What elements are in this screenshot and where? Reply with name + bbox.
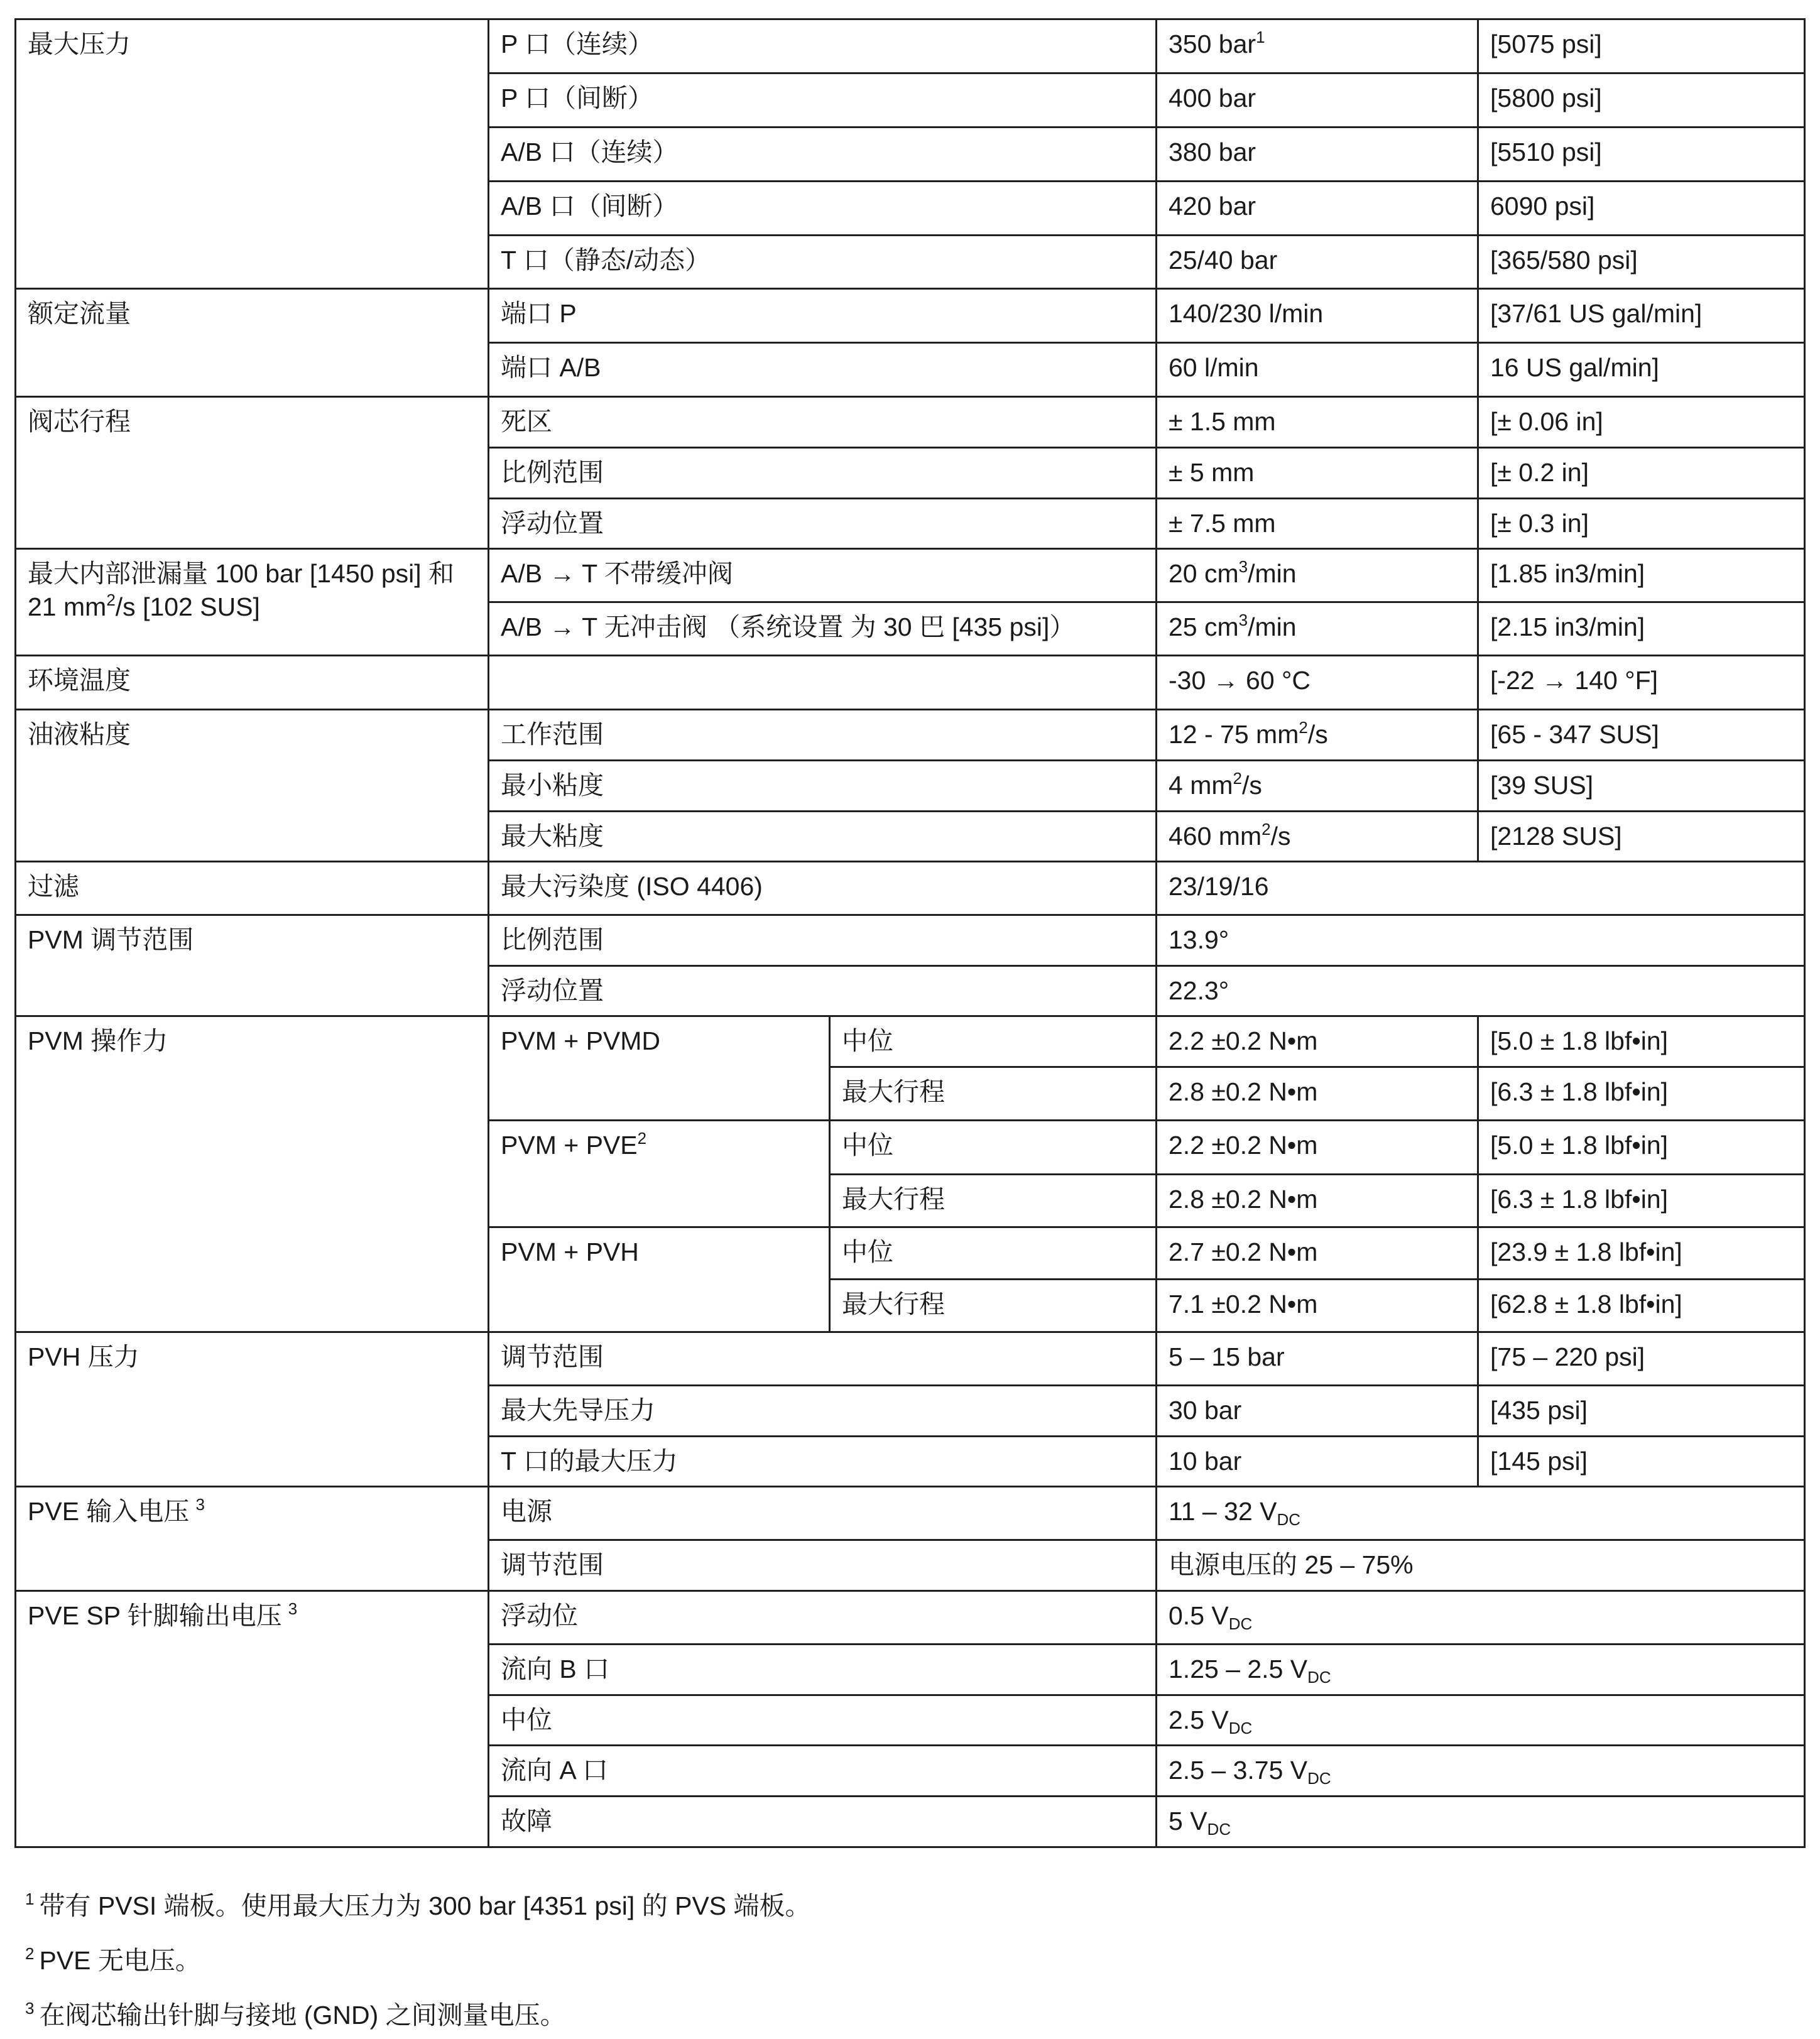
table-cell bbox=[16, 656, 489, 710]
table-cell bbox=[489, 1591, 1157, 1645]
table-cell bbox=[1157, 343, 1478, 397]
table-cell bbox=[1157, 1746, 1805, 1797]
table-cell bbox=[489, 448, 1157, 499]
cell-line bbox=[28, 590, 476, 624]
cell-text: [65 - 347 SUS] bbox=[1490, 720, 1659, 749]
table-cell bbox=[1157, 1280, 1478, 1332]
cell-text: [5075 psi] bbox=[1490, 30, 1602, 58]
table-cell bbox=[489, 1016, 830, 1121]
cell-text: 16 US gal/min] bbox=[1490, 353, 1659, 382]
table-cell bbox=[1157, 1695, 1805, 1746]
table-cell bbox=[1157, 397, 1478, 448]
footnote bbox=[25, 1930, 811, 1984]
cell-text: PVH 压力 bbox=[28, 1342, 139, 1371]
table-cell bbox=[489, 710, 1157, 761]
table-cell bbox=[489, 289, 1157, 343]
table-cell bbox=[1478, 73, 1805, 128]
table-cell bbox=[1157, 289, 1478, 343]
table-row bbox=[16, 1332, 1805, 1386]
cell-text: [62.8 ± 1.8 lbf•in] bbox=[1490, 1290, 1682, 1319]
table-cell bbox=[489, 915, 1157, 966]
table-cell bbox=[1157, 1332, 1478, 1386]
table-cell bbox=[489, 182, 1157, 236]
cell-text: A/B 口（连续） bbox=[501, 138, 678, 166]
table-cell bbox=[489, 812, 1157, 862]
footnote-mark: 3 bbox=[25, 1999, 35, 2018]
cell-text: 阀芯行程 bbox=[28, 407, 131, 436]
cell-text: 10 bar bbox=[1169, 1447, 1242, 1476]
cell-text: 调节范围 bbox=[501, 1342, 604, 1371]
cell-text: 最大行程 bbox=[842, 1077, 945, 1106]
table-cell bbox=[489, 656, 1157, 710]
cell-text: 中位 bbox=[501, 1705, 552, 1734]
cell-text: [2128 SUS] bbox=[1490, 822, 1622, 851]
cell-text: PVE SP 针脚输出电压 bbox=[28, 1601, 282, 1630]
superscript: 2 bbox=[1299, 718, 1308, 737]
table-cell bbox=[489, 397, 1157, 448]
cell-text: 25/40 bar bbox=[1169, 246, 1278, 275]
cell-text: 最大污染度 (ISO 4406) bbox=[501, 872, 763, 901]
cell-text: 工作范围 bbox=[501, 720, 604, 749]
footnotes bbox=[25, 1875, 811, 2039]
table-row bbox=[16, 1487, 1805, 1540]
subscript: DC bbox=[1307, 1769, 1331, 1788]
cell-text: /s [102 SUS] bbox=[115, 592, 260, 622]
cell-text: [5.0 ± 1.8 lbf•in] bbox=[1490, 1131, 1669, 1160]
table-cell bbox=[489, 761, 1157, 812]
table-cell bbox=[1478, 1175, 1805, 1227]
table-cell bbox=[1157, 549, 1478, 602]
table-cell bbox=[1157, 761, 1478, 812]
table-cell bbox=[489, 128, 1157, 182]
table-cell bbox=[16, 710, 489, 862]
table-cell bbox=[489, 1695, 1157, 1746]
cell-text: 6090 psi] bbox=[1490, 192, 1595, 220]
table-cell bbox=[1478, 549, 1805, 602]
table-cell bbox=[1157, 1386, 1478, 1437]
table-cell bbox=[1478, 710, 1805, 761]
cell-text: [± 0.06 in] bbox=[1490, 407, 1603, 436]
cell-text: 60 l/min bbox=[1169, 353, 1259, 382]
table-cell bbox=[1157, 1121, 1478, 1175]
cell-text: 30 bar bbox=[1169, 1396, 1242, 1425]
cell-text: 油液粘度 bbox=[28, 720, 131, 749]
table-row bbox=[16, 915, 1805, 966]
table-cell bbox=[1478, 1227, 1805, 1280]
cell-text: 2.2 ±0.2 N•m bbox=[1169, 1026, 1318, 1055]
table-cell bbox=[1157, 602, 1478, 656]
table-cell bbox=[830, 1121, 1157, 1175]
footnote-text: 在阀芯输出针脚与接地 (GND) 之间测量电压。 bbox=[39, 2001, 566, 2030]
table-row bbox=[16, 656, 1805, 710]
cell-text: 140/230 l/min bbox=[1169, 299, 1324, 328]
cell-text: [5800 psi] bbox=[1490, 84, 1602, 112]
cell-text: /min bbox=[1248, 559, 1297, 588]
cell-text: [-22 → 140 °F] bbox=[1490, 666, 1659, 695]
cell-text: 最大粘度 bbox=[501, 822, 604, 851]
cell-text: 中位 bbox=[842, 1026, 893, 1055]
table-cell bbox=[16, 289, 489, 397]
cell-text: [39 SUS] bbox=[1490, 771, 1594, 800]
cell-text: 调节范围 bbox=[501, 1550, 604, 1579]
cell-text: 最大行程 bbox=[842, 1290, 945, 1319]
cell-text: [± 0.3 in] bbox=[1490, 509, 1589, 538]
table-cell bbox=[1157, 1645, 1805, 1695]
cell-text: [5.0 ± 1.8 lbf•in] bbox=[1490, 1026, 1669, 1055]
table-cell bbox=[489, 1540, 1157, 1591]
superscript: 2 bbox=[637, 1129, 647, 1148]
table-cell bbox=[489, 1121, 830, 1227]
table-cell bbox=[16, 1016, 489, 1332]
cell-text: A/B → T 无冲击阀 （系统设置 为 30 巴 [435 psi]） bbox=[501, 612, 1076, 641]
cell-text: [435 psi] bbox=[1490, 1396, 1588, 1425]
cell-text: 浮动位置 bbox=[501, 509, 604, 538]
cell-text: 死区 bbox=[501, 407, 552, 436]
cell-text: P 口（间断） bbox=[501, 84, 653, 112]
table-cell bbox=[1478, 499, 1805, 549]
table-cell bbox=[1157, 862, 1805, 915]
cell-text: [37/61 US gal/min] bbox=[1490, 299, 1703, 328]
cell-text: PVM + PVH bbox=[501, 1237, 639, 1266]
specification-table bbox=[14, 18, 1806, 1848]
table-cell bbox=[489, 1386, 1157, 1437]
table-row bbox=[16, 549, 1805, 602]
table-cell bbox=[1157, 1540, 1805, 1591]
table-cell bbox=[489, 1332, 1157, 1386]
cell-text: 额定流量 bbox=[28, 299, 131, 328]
table-cell bbox=[489, 1487, 1157, 1540]
superscript: 1 bbox=[1256, 28, 1265, 46]
table-cell bbox=[489, 499, 1157, 549]
superscript: 3 bbox=[195, 1495, 205, 1514]
table-cell bbox=[16, 1332, 489, 1487]
footnote-text: 带有 PVSI 端板。使用最大压力为 300 bar [4351 psi] 的 PVS 端板。 bbox=[39, 1891, 811, 1920]
footnote bbox=[25, 1984, 811, 2039]
table-cell bbox=[1478, 182, 1805, 236]
cell-text: 2.5 – 3.75 V bbox=[1169, 1756, 1308, 1785]
table-cell bbox=[1478, 343, 1805, 397]
cell-text: 2.2 ±0.2 N•m bbox=[1169, 1131, 1318, 1160]
superscript: 3 bbox=[288, 1599, 298, 1618]
cell-text: 4 mm bbox=[1169, 771, 1233, 800]
cell-text: 最大先导压力 bbox=[501, 1396, 655, 1425]
table-cell bbox=[16, 19, 489, 289]
cell-text: 2.8 ±0.2 N•m bbox=[1169, 1077, 1318, 1106]
cell-text: ± 1.5 mm bbox=[1169, 407, 1276, 436]
cell-text: PVM 调节范围 bbox=[28, 925, 194, 954]
footnote bbox=[25, 1875, 811, 1930]
table-row bbox=[16, 710, 1805, 761]
table-cell bbox=[16, 915, 489, 1016]
cell-text: 浮动位置 bbox=[501, 976, 604, 1005]
superscript: 2 bbox=[1261, 820, 1271, 839]
table-cell bbox=[489, 1645, 1157, 1695]
cell-text: 过滤 bbox=[28, 872, 79, 901]
cell-text: 20 cm bbox=[1169, 559, 1239, 588]
table-cell bbox=[489, 1797, 1157, 1847]
cell-text: [± 0.2 in] bbox=[1490, 458, 1589, 487]
table-cell bbox=[1157, 1227, 1478, 1280]
subscript: DC bbox=[1307, 1668, 1331, 1687]
table-cell bbox=[16, 1591, 489, 1847]
table-cell bbox=[1478, 19, 1805, 73]
superscript: 2 bbox=[106, 590, 116, 610]
cell-text: 流向 B 口 bbox=[501, 1655, 610, 1683]
cell-text: [145 psi] bbox=[1490, 1447, 1588, 1476]
cell-text: 最大行程 bbox=[842, 1185, 945, 1214]
table-row bbox=[16, 862, 1805, 915]
table-row bbox=[16, 289, 1805, 343]
table-cell bbox=[1478, 448, 1805, 499]
table-cell bbox=[1157, 1797, 1805, 1847]
cell-text: [1.85 in3/min] bbox=[1490, 559, 1645, 588]
table-row bbox=[16, 1016, 1805, 1067]
cell-text: 21 mm bbox=[28, 592, 107, 622]
table-cell bbox=[1478, 1121, 1805, 1175]
table-cell bbox=[16, 1487, 489, 1591]
table-cell bbox=[489, 602, 1157, 656]
table-cell bbox=[1157, 236, 1478, 289]
cell-text: 最大内部泄漏量 100 bar [1450 psi] 和 bbox=[28, 559, 455, 588]
cell-text: 7.1 ±0.2 N•m bbox=[1169, 1290, 1318, 1319]
cell-text: [365/580 psi] bbox=[1490, 246, 1638, 275]
cell-text: A/B → T 不带缓冲阀 bbox=[501, 559, 733, 588]
cell-text: 端口 P bbox=[501, 299, 577, 328]
superscript: 2 bbox=[1233, 769, 1242, 788]
cell-text: P 口（连续） bbox=[501, 30, 653, 58]
table-cell bbox=[830, 1067, 1157, 1121]
cell-text: T 口（静态/动态） bbox=[501, 246, 711, 275]
cell-text: [6.3 ± 1.8 lbf•in] bbox=[1490, 1185, 1669, 1214]
table-cell bbox=[489, 73, 1157, 128]
cell-text: 电源 bbox=[501, 1497, 552, 1526]
table-cell bbox=[1157, 1487, 1805, 1540]
table-cell bbox=[489, 966, 1157, 1016]
table-cell bbox=[1157, 1016, 1478, 1067]
table-cell bbox=[1157, 1437, 1478, 1487]
table-cell bbox=[489, 1437, 1157, 1487]
cell-text: 5 – 15 bar bbox=[1169, 1342, 1285, 1371]
table-cell bbox=[1478, 1067, 1805, 1121]
cell-text: [6.3 ± 1.8 lbf•in] bbox=[1490, 1077, 1669, 1106]
cell-text: 比例范围 bbox=[501, 925, 604, 954]
table-cell bbox=[489, 862, 1157, 915]
cell-text: -30 → 60 °C bbox=[1169, 666, 1311, 695]
cell-text: 中位 bbox=[842, 1237, 893, 1266]
table-cell bbox=[1478, 761, 1805, 812]
cell-text: T 口的最大压力 bbox=[501, 1447, 678, 1476]
table-cell bbox=[489, 236, 1157, 289]
subscript: DC bbox=[1207, 1820, 1231, 1839]
footnote-mark: 1 bbox=[25, 1889, 35, 1908]
table-row bbox=[16, 397, 1805, 448]
cell-text: 11 – 32 V bbox=[1169, 1497, 1277, 1526]
table-cell bbox=[16, 397, 489, 549]
table-cell bbox=[1157, 1175, 1478, 1227]
table-cell bbox=[489, 549, 1157, 602]
table-cell bbox=[1157, 812, 1478, 862]
cell-text: 环境温度 bbox=[28, 666, 131, 695]
table-cell bbox=[1478, 602, 1805, 656]
cell-text: 1.25 – 2.5 V bbox=[1169, 1655, 1308, 1683]
cell-text: 2.8 ±0.2 N•m bbox=[1169, 1185, 1318, 1214]
superscript: 3 bbox=[1238, 557, 1248, 576]
cell-text: A/B 口（间断） bbox=[501, 192, 678, 220]
cell-text: [23.9 ± 1.8 lbf•in] bbox=[1490, 1237, 1682, 1266]
footnote-text: PVE 无电压。 bbox=[39, 1946, 201, 1975]
table-cell bbox=[1157, 1067, 1478, 1121]
cell-text: PVM 操作力 bbox=[28, 1026, 168, 1055]
table-cell bbox=[830, 1175, 1157, 1227]
cell-text: [2.15 in3/min] bbox=[1490, 612, 1645, 641]
cell-text: PVE 输入电压 bbox=[28, 1497, 190, 1526]
table-cell bbox=[1478, 289, 1805, 343]
table-row bbox=[16, 19, 1805, 73]
cell-text: 端口 A/B bbox=[501, 353, 601, 382]
footnote-mark: 2 bbox=[25, 1944, 35, 1963]
cell-text: /s bbox=[1270, 822, 1291, 851]
cell-text: 380 bar bbox=[1169, 138, 1256, 166]
cell-text: 最小粘度 bbox=[501, 771, 604, 800]
cell-text: 比例范围 bbox=[501, 458, 604, 487]
cell-text: 13.9° bbox=[1169, 925, 1229, 954]
cell-text: 12 - 75 mm bbox=[1169, 720, 1299, 749]
cell-text: ± 7.5 mm bbox=[1169, 509, 1276, 538]
table-cell bbox=[489, 19, 1157, 73]
table-cell bbox=[830, 1016, 1157, 1067]
table-cell bbox=[1478, 1332, 1805, 1386]
table-cell bbox=[1478, 236, 1805, 289]
cell-text: 460 mm bbox=[1169, 822, 1262, 851]
table-cell bbox=[1478, 128, 1805, 182]
cell-text: 23/19/16 bbox=[1169, 872, 1269, 901]
table-cell bbox=[1157, 966, 1805, 1016]
cell-text: 浮动位 bbox=[501, 1601, 578, 1630]
table-cell bbox=[1157, 710, 1478, 761]
table-cell bbox=[1478, 1016, 1805, 1067]
subscript: DC bbox=[1228, 1614, 1253, 1633]
cell-text: 2.5 V bbox=[1169, 1705, 1229, 1734]
cell-text: [5510 psi] bbox=[1490, 138, 1602, 166]
table-cell bbox=[16, 862, 489, 915]
table-cell bbox=[1157, 499, 1478, 549]
specification-table-body bbox=[16, 19, 1805, 1847]
cell-text: PVM + PVE bbox=[501, 1131, 638, 1160]
table-cell bbox=[1478, 1280, 1805, 1332]
table-cell bbox=[489, 1746, 1157, 1797]
table-row bbox=[16, 1591, 1805, 1645]
table-cell bbox=[1478, 1386, 1805, 1437]
cell-text: 最大压力 bbox=[28, 30, 131, 58]
cell-text: 中位 bbox=[842, 1131, 893, 1160]
table-cell bbox=[489, 1227, 830, 1332]
cell-text: /min bbox=[1248, 612, 1297, 641]
cell-text: 2.7 ±0.2 N•m bbox=[1169, 1237, 1318, 1266]
subscript: DC bbox=[1277, 1510, 1301, 1529]
cell-text: 电源电压的 25 – 75% bbox=[1169, 1550, 1414, 1579]
table-cell bbox=[1157, 1591, 1805, 1645]
cell-text: /s bbox=[1241, 771, 1262, 800]
cell-line bbox=[28, 557, 476, 590]
cell-text: 22.3° bbox=[1169, 976, 1229, 1005]
cell-text: 420 bar bbox=[1169, 192, 1256, 220]
cell-text: /s bbox=[1307, 720, 1328, 749]
cell-text: 0.5 V bbox=[1169, 1601, 1229, 1630]
cell-text: 5 V bbox=[1169, 1807, 1207, 1835]
table-cell bbox=[830, 1227, 1157, 1280]
cell-text: ± 5 mm bbox=[1169, 458, 1255, 487]
table-cell bbox=[1157, 448, 1478, 499]
table-cell bbox=[16, 549, 489, 656]
cell-text: 25 cm bbox=[1169, 612, 1239, 641]
cell-text: [75 – 220 psi] bbox=[1490, 1342, 1645, 1371]
cell-text: 故障 bbox=[501, 1807, 552, 1835]
table-cell bbox=[830, 1280, 1157, 1332]
cell-text: 400 bar bbox=[1169, 84, 1256, 112]
table-cell bbox=[1478, 656, 1805, 710]
table-cell bbox=[1157, 915, 1805, 966]
cell-text: 流向 A 口 bbox=[501, 1756, 608, 1785]
table-cell bbox=[1478, 1437, 1805, 1487]
table-cell bbox=[1157, 73, 1478, 128]
table-cell bbox=[1157, 656, 1478, 710]
table-cell bbox=[1157, 182, 1478, 236]
table-cell bbox=[1157, 19, 1478, 73]
subscript: DC bbox=[1228, 1719, 1253, 1737]
cell-text: 350 bar bbox=[1169, 30, 1256, 58]
cell-text: PVM + PVMD bbox=[501, 1026, 661, 1055]
superscript: 3 bbox=[1238, 611, 1248, 629]
table-cell bbox=[489, 343, 1157, 397]
table-cell bbox=[1478, 397, 1805, 448]
table-cell bbox=[1157, 128, 1478, 182]
table-cell bbox=[1478, 812, 1805, 862]
